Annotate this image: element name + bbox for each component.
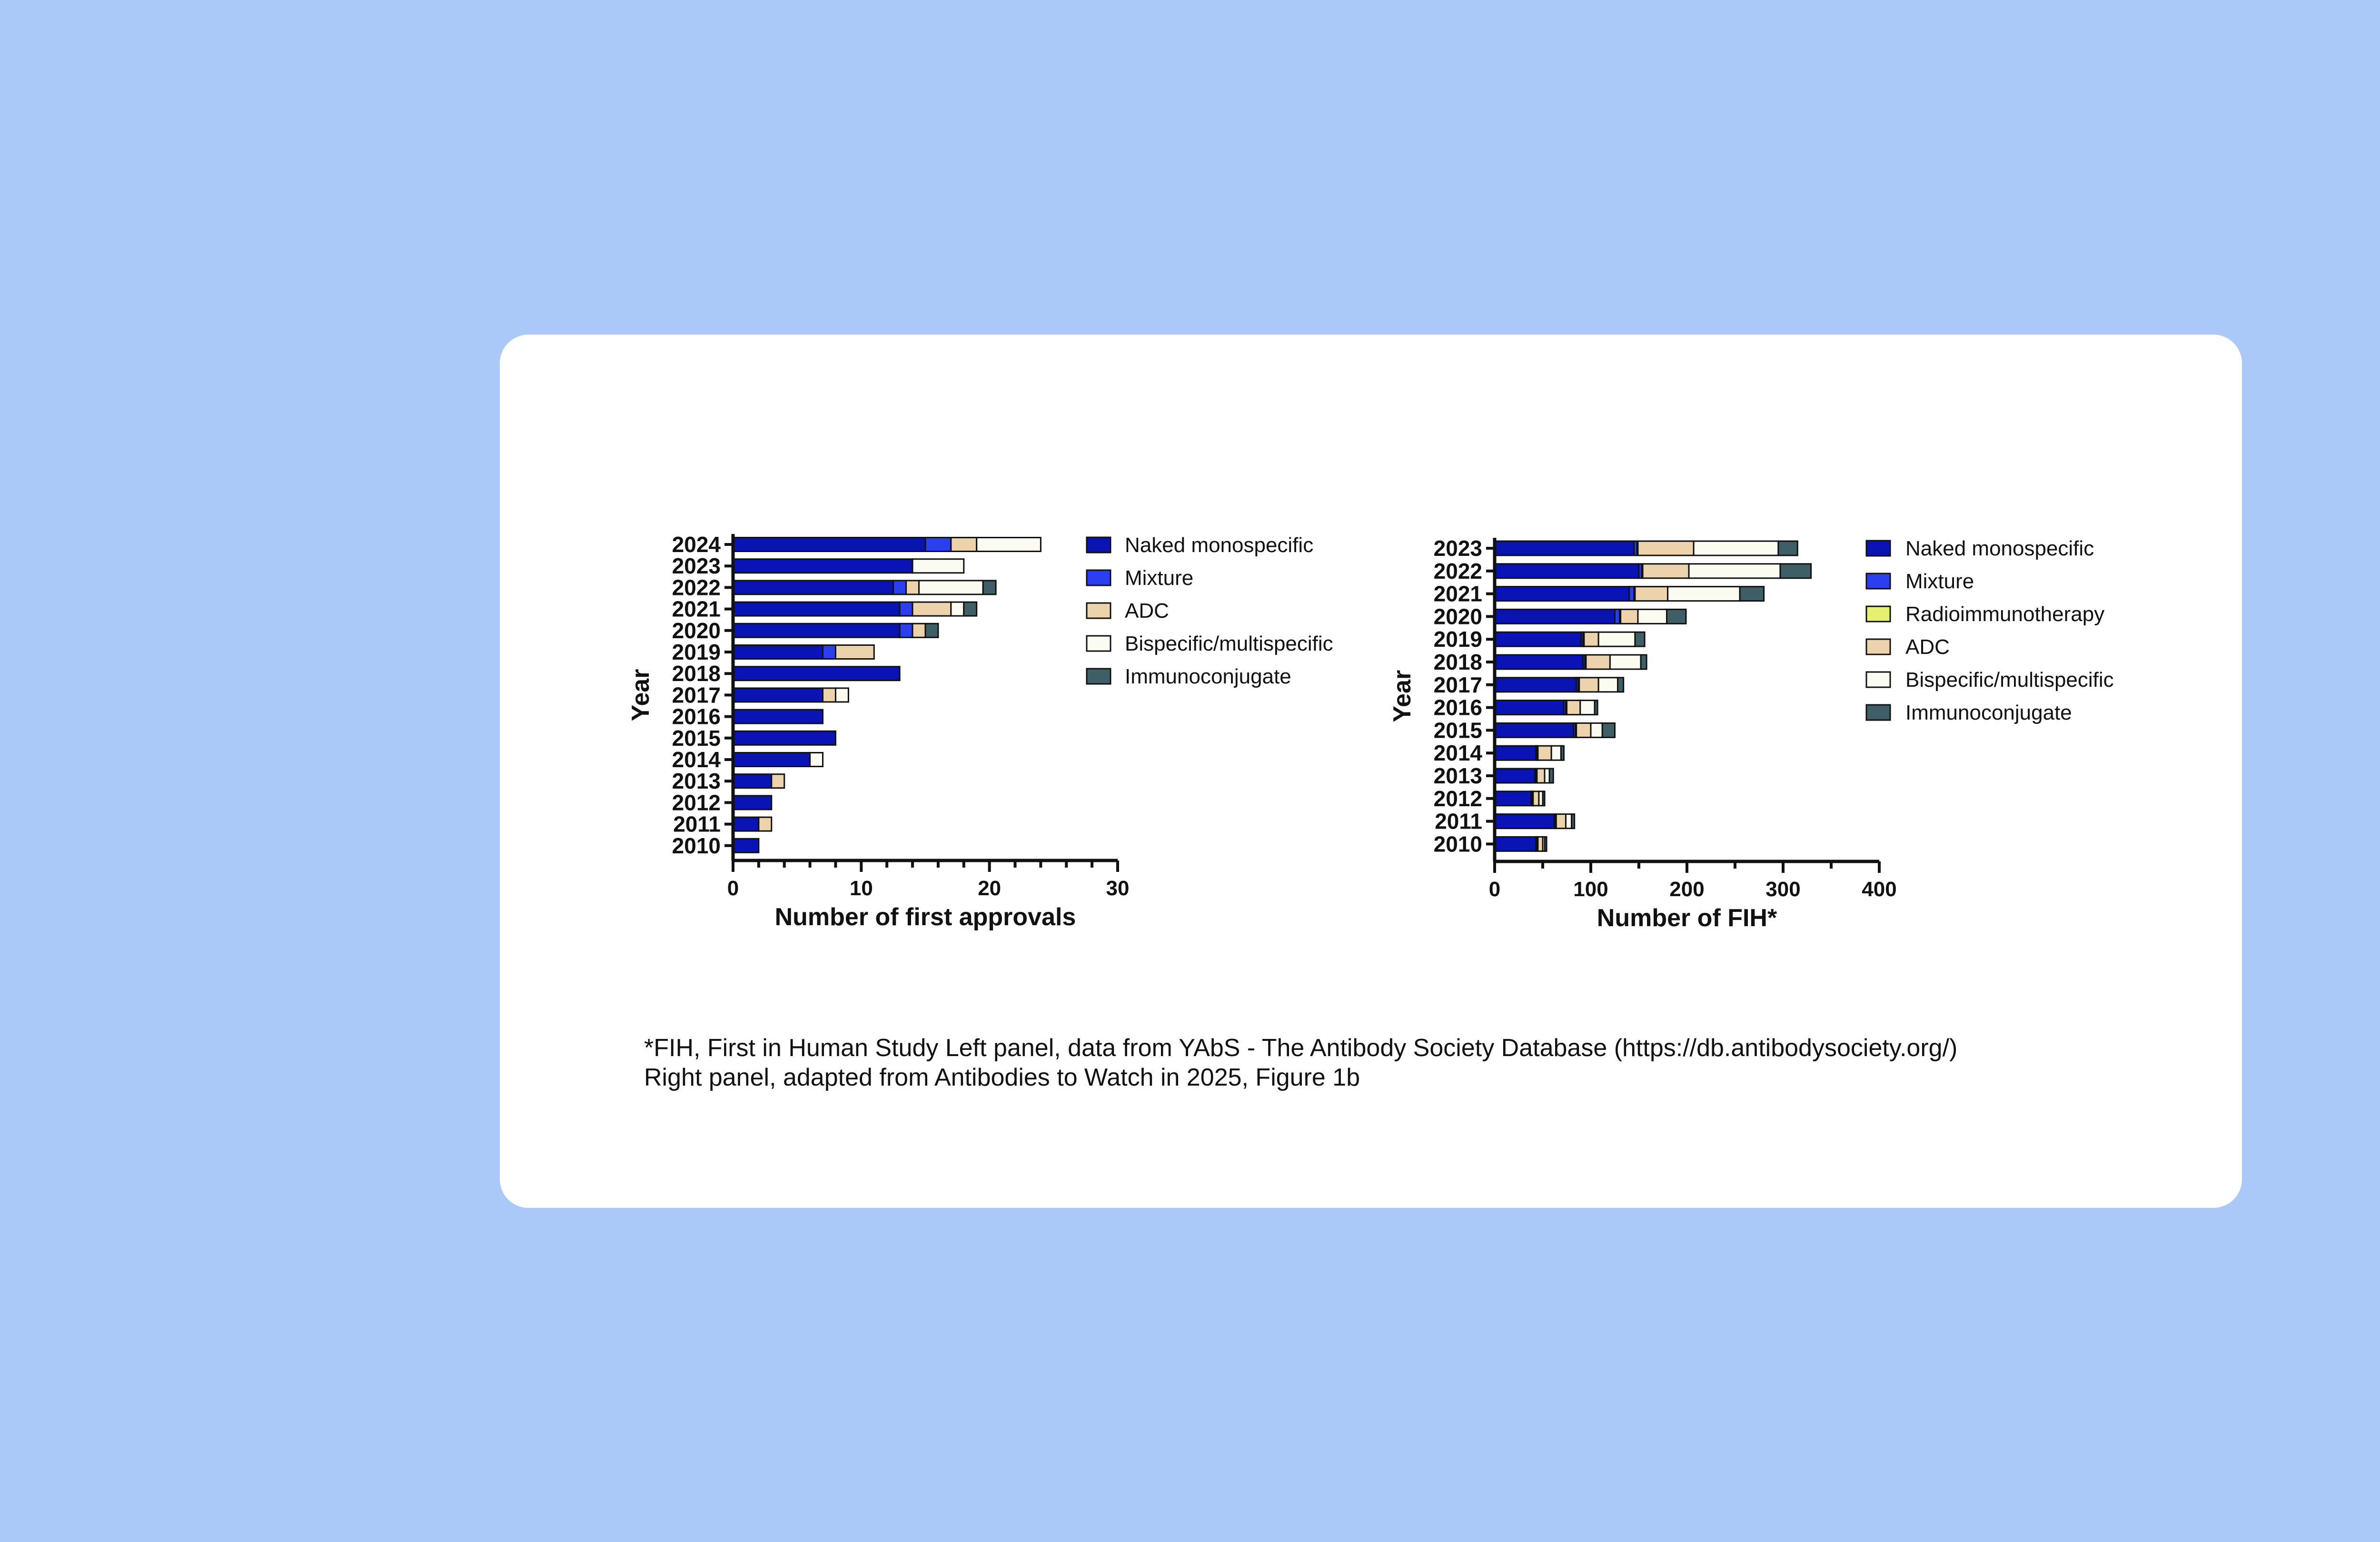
footnote-line-1: *FIH, First in Human Study Left panel, data from YAbS - The Antibody Society Database (https://db.antibodysociety.org/) xyxy=(644,1034,1958,1062)
bar-adc-2024 xyxy=(951,538,977,552)
bar-adc-2013 xyxy=(1537,769,1545,783)
bar-mixture-2021 xyxy=(900,602,912,616)
legend-swatch-adc xyxy=(1087,603,1111,618)
legend-label-radioimmunotherapy: Radioimmunotherapy xyxy=(1905,603,2105,626)
x-tick-label: 10 xyxy=(849,877,873,900)
bar-immunoconjugate-2015 xyxy=(1602,723,1615,737)
y-tick-label: 2012 xyxy=(672,790,721,815)
y-tick-label: 2010 xyxy=(672,833,721,858)
legend-label-adc: ADC xyxy=(1125,599,1169,623)
y-tick-label: 2022 xyxy=(1433,558,1482,583)
bar-naked-monospecific-2012 xyxy=(1495,791,1531,806)
y-tick-label: 2023 xyxy=(1433,536,1482,561)
bar-naked-monospecific-2024 xyxy=(733,538,925,552)
bar-naked-monospecific-2015 xyxy=(733,731,835,745)
bar-immunoconjugate-2014 xyxy=(1561,746,1564,760)
bar-adc-2010 xyxy=(1538,837,1543,851)
bar-naked-monospecific-2023 xyxy=(733,559,912,573)
y-tick-label: 2014 xyxy=(672,747,721,772)
bar-naked-monospecific-2021 xyxy=(1495,587,1629,601)
legend xyxy=(1087,534,1333,688)
bar-adc-2014 xyxy=(1538,746,1551,760)
bar-naked-monospecific-2014 xyxy=(733,753,810,767)
bar-adc-2013 xyxy=(772,774,784,788)
legend-label-bispecific-multispecific: Bispecific/multispecific xyxy=(1125,632,1333,655)
bar-naked-monospecific-2011 xyxy=(733,817,759,831)
y-tick-label: 2016 xyxy=(672,704,721,729)
legend-label-bispecific-multispecific: Bispecific/multispecific xyxy=(1905,668,2114,692)
y-tick-label: 2015 xyxy=(672,725,721,751)
bar-adc-2017 xyxy=(1579,678,1598,692)
y-tick-label: 2017 xyxy=(672,682,721,708)
bar-adc-2011 xyxy=(1556,814,1566,829)
bar-immunoconjugate-2020 xyxy=(925,623,938,637)
bar-bispecific-multispecific-2011 xyxy=(1566,814,1571,829)
y-axis-title: Year xyxy=(627,669,654,722)
legend-swatch-radioimmunotherapy xyxy=(1866,606,1890,622)
bar-adc-2016 xyxy=(1567,701,1580,715)
y-axis-title: Year xyxy=(1388,670,1416,722)
bar-mixture-2019 xyxy=(823,645,836,659)
x-tick-label: 20 xyxy=(978,877,1002,900)
legend-label-naked-monospecific: Naked monospecific xyxy=(1125,534,1314,557)
y-tick-label: 2021 xyxy=(1433,581,1482,606)
x-tick-label: 200 xyxy=(1669,878,1705,901)
chart-1 xyxy=(627,532,1333,931)
y-tick-label: 2019 xyxy=(1433,627,1482,652)
legend-label-mixture: Mixture xyxy=(1905,570,1974,593)
y-tick-label: 2020 xyxy=(1433,604,1482,629)
bar-bispecific-multispecific-2015 xyxy=(1591,723,1602,737)
y-tick-label: 2018 xyxy=(1433,650,1482,674)
bar-immunoconjugate-2016 xyxy=(1595,701,1597,715)
bar-naked-monospecific-2015 xyxy=(1495,723,1574,737)
bar-bispecific-multispecific-2022 xyxy=(1689,564,1780,578)
bar-naked-monospecific-2013 xyxy=(733,774,772,788)
bar-adc-2017 xyxy=(823,688,836,702)
x-tick-label: 30 xyxy=(1106,877,1130,900)
bar-naked-monospecific-2013 xyxy=(1495,769,1535,783)
bar-naked-monospecific-2016 xyxy=(733,710,823,723)
footnote-line-2: Right panel, adapted from Antibodies to Watch in 2025, Figure 1b xyxy=(644,1064,1360,1091)
bar-mixture-2022 xyxy=(893,581,906,594)
y-tick-label: 2011 xyxy=(1435,809,1482,834)
chart-2 xyxy=(1388,536,2114,932)
bar-mixture-2021 xyxy=(1629,587,1634,601)
bar-immunoconjugate-2018 xyxy=(1641,655,1646,669)
y-tick-label: 2011 xyxy=(673,811,721,837)
y-tick-label: 2020 xyxy=(672,618,721,643)
bar-bispecific-multispecific-2024 xyxy=(977,538,1041,552)
bar-immunoconjugate-2021 xyxy=(964,602,977,616)
bar-naked-monospecific-2023 xyxy=(1495,541,1634,555)
bar-bispecific-multispecific-2023 xyxy=(1694,541,1778,555)
bar-naked-monospecific-2017 xyxy=(1495,678,1577,692)
bar-bispecific-multispecific-2017 xyxy=(1598,678,1617,692)
y-tick-label: 2021 xyxy=(672,596,721,622)
bar-bispecific-multispecific-2021 xyxy=(1668,587,1740,601)
bar-adc-2021 xyxy=(912,602,951,616)
bar-naked-monospecific-2020 xyxy=(1495,609,1615,623)
legend-swatch-bispecific-multispecific xyxy=(1866,672,1890,687)
bar-immunoconjugate-2022 xyxy=(983,581,996,594)
legend-swatch-naked-monospecific xyxy=(1866,541,1890,556)
x-tick-label: 400 xyxy=(1862,878,1897,901)
legend-swatch-immunoconjugate xyxy=(1087,669,1111,684)
y-tick-label: 2012 xyxy=(1433,786,1482,811)
bar-immunoconjugate-2011 xyxy=(1572,814,1575,829)
x-tick-label: 100 xyxy=(1573,878,1608,901)
x-tick-label: 0 xyxy=(727,877,739,900)
bar-naked-monospecific-2012 xyxy=(733,796,772,810)
bar-bispecific-multispecific-2014 xyxy=(810,753,823,767)
bar-naked-monospecific-2011 xyxy=(1495,814,1554,829)
x-tick-label: 0 xyxy=(1488,878,1501,901)
bar-naked-monospecific-2019 xyxy=(1495,632,1581,646)
bar-bispecific-multispecific-2020 xyxy=(1638,609,1667,623)
bar-naked-monospecific-2010 xyxy=(1495,837,1536,851)
bar-bispecific-multispecific-2016 xyxy=(1580,701,1595,715)
bar-immunoconjugate-2020 xyxy=(1667,609,1686,623)
bar-adc-2015 xyxy=(1577,723,1591,737)
y-tick-label: 2024 xyxy=(672,532,721,557)
bar-bispecific-multispecific-2019 xyxy=(1598,632,1635,646)
x-axis-title: Number of first approvals xyxy=(774,903,1076,931)
bar-mixture-2020 xyxy=(1615,609,1620,623)
y-tick-label: 2010 xyxy=(1433,831,1482,857)
bar-adc-2018 xyxy=(1586,655,1610,669)
bar-naked-monospecific-2019 xyxy=(733,645,823,659)
bar-naked-monospecific-2010 xyxy=(733,839,759,852)
legend-label-adc: ADC xyxy=(1905,635,1950,659)
bar-adc-2023 xyxy=(1638,541,1694,555)
x-axis-title: Number of FIH* xyxy=(1597,904,1777,932)
bar-adc-2022 xyxy=(906,581,919,594)
bar-immunoconjugate-2012 xyxy=(1543,791,1545,806)
x-tick-label: 300 xyxy=(1765,878,1801,901)
bar-adc-2020 xyxy=(912,623,925,637)
bar-naked-monospecific-2016 xyxy=(1495,701,1564,715)
y-tick-label: 2015 xyxy=(1433,718,1482,743)
y-tick-label: 2018 xyxy=(672,661,721,686)
bar-adc-2011 xyxy=(759,817,772,831)
legend-swatch-adc xyxy=(1866,639,1890,654)
bar-mixture-2024 xyxy=(925,538,951,552)
bar-bispecific-multispecific-2013 xyxy=(1545,769,1549,783)
bar-adc-2019 xyxy=(1584,632,1598,646)
legend-swatch-bispecific-multispecific xyxy=(1087,636,1111,651)
bar-adc-2020 xyxy=(1621,609,1638,623)
legend-label-naked-monospecific: Naked monospecific xyxy=(1905,537,2094,560)
legend xyxy=(1866,537,2114,724)
legend-swatch-immunoconjugate xyxy=(1866,705,1890,720)
bar-bispecific-multispecific-2023 xyxy=(912,559,964,573)
legend-label-immunoconjugate: Immunoconjugate xyxy=(1125,665,1291,688)
bar-immunoconjugate-2017 xyxy=(1618,678,1624,692)
bar-bispecific-multispecific-2017 xyxy=(835,688,848,702)
legend-swatch-mixture xyxy=(1087,570,1111,585)
bar-bispecific-multispecific-2018 xyxy=(1610,655,1641,669)
bar-immunoconjugate-2021 xyxy=(1740,587,1764,601)
bar-bispecific-multispecific-2014 xyxy=(1551,746,1561,760)
y-tick-label: 2016 xyxy=(1433,695,1482,720)
y-tick-label: 2022 xyxy=(672,575,721,600)
bar-adc-2019 xyxy=(835,645,874,659)
bar-bispecific-multispecific-2022 xyxy=(919,581,983,594)
bar-immunoconjugate-2010 xyxy=(1545,837,1547,851)
bar-immunoconjugate-2013 xyxy=(1549,769,1553,783)
bar-immunoconjugate-2022 xyxy=(1780,564,1811,578)
bar-naked-monospecific-2014 xyxy=(1495,746,1536,760)
y-tick-label: 2013 xyxy=(1433,763,1482,788)
y-tick-label: 2017 xyxy=(1433,672,1482,697)
bar-naked-monospecific-2022 xyxy=(733,581,893,594)
bar-adc-2022 xyxy=(1643,564,1689,578)
y-tick-label: 2013 xyxy=(672,769,721,794)
legend-label-immunoconjugate: Immunoconjugate xyxy=(1905,701,2072,724)
y-tick-label: 2019 xyxy=(672,640,721,664)
bar-naked-monospecific-2018 xyxy=(733,667,900,681)
bar-immunoconjugate-2019 xyxy=(1635,632,1645,646)
legend-swatch-mixture xyxy=(1866,573,1890,589)
bar-naked-monospecific-2021 xyxy=(733,602,900,616)
bar-adc-2021 xyxy=(1635,587,1668,601)
bar-adc-2012 xyxy=(1533,791,1539,806)
legend-swatch-naked-monospecific xyxy=(1087,537,1111,553)
bar-naked-monospecific-2020 xyxy=(733,623,900,637)
legend-label-mixture: Mixture xyxy=(1125,566,1194,590)
bar-naked-monospecific-2022 xyxy=(1495,564,1639,578)
y-tick-label: 2023 xyxy=(672,554,721,579)
bar-mixture-2020 xyxy=(900,623,912,637)
y-tick-label: 2014 xyxy=(1433,741,1482,766)
bar-immunoconjugate-2023 xyxy=(1778,541,1797,555)
bar-naked-monospecific-2018 xyxy=(1495,655,1583,669)
bar-bispecific-multispecific-2021 xyxy=(951,602,964,616)
bar-naked-monospecific-2017 xyxy=(733,688,823,702)
